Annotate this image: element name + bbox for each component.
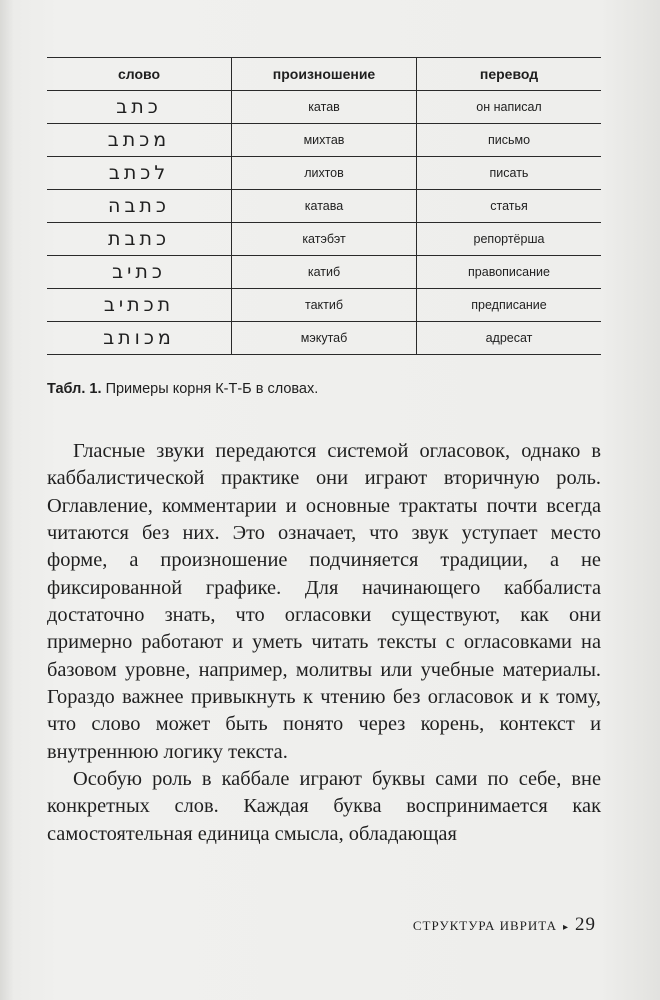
translation-cell: репортёрша bbox=[417, 223, 602, 256]
pronunciation-cell: катав bbox=[232, 91, 417, 124]
table-row bbox=[47, 289, 601, 322]
table-row bbox=[47, 256, 601, 289]
table-row bbox=[47, 322, 601, 355]
column-header-pronunciation: произношение bbox=[232, 58, 417, 91]
table-row bbox=[47, 223, 601, 256]
hebrew-word-cell: כתבה bbox=[47, 190, 232, 223]
paragraph-letters: Особую роль в каббале играют буквы сами по себе, вне конкретных слов. Каждая буква воспринимается как самостоятельная единица смысла, обладающая bbox=[47, 768, 601, 845]
column-header-translation: перевод bbox=[417, 58, 602, 91]
table-header-row bbox=[47, 58, 601, 91]
root-examples-table bbox=[47, 57, 601, 355]
hebrew-word-cell: מכותב bbox=[47, 322, 232, 355]
triangle-marker-icon: ▸ bbox=[562, 922, 569, 933]
translation-cell: писать bbox=[417, 157, 602, 190]
pronunciation-cell: катава bbox=[232, 190, 417, 223]
hebrew-word-cell: כתב bbox=[47, 91, 232, 124]
table-caption bbox=[47, 381, 607, 397]
column-header-word: слово bbox=[47, 58, 232, 91]
pronunciation-cell: катэбэт bbox=[232, 223, 417, 256]
translation-cell: письмо bbox=[417, 124, 602, 157]
table-caption-label: Табл. 1. bbox=[47, 381, 102, 397]
pronunciation-cell: катиб bbox=[232, 256, 417, 289]
translation-cell: он написал bbox=[417, 91, 602, 124]
translation-cell: статья bbox=[417, 190, 602, 223]
table-row bbox=[47, 157, 601, 190]
translation-cell: адресат bbox=[417, 322, 602, 355]
page-number: 29 bbox=[575, 914, 596, 935]
translation-cell: предписание bbox=[417, 289, 602, 322]
table-caption-text: Примеры корня К-Т-Б в словах. bbox=[105, 381, 319, 397]
running-head: СТРУКТУРА ИВРИТА bbox=[412, 918, 557, 933]
pronunciation-cell: михтав bbox=[232, 124, 417, 157]
hebrew-word-cell: כתיב bbox=[47, 256, 232, 289]
table-row bbox=[47, 190, 601, 223]
body-text bbox=[47, 438, 601, 848]
hebrew-word-cell: תכתיב bbox=[47, 289, 232, 322]
hebrew-word-cell: לכתב bbox=[47, 157, 232, 190]
pronunciation-cell: лихтов bbox=[232, 157, 417, 190]
pronunciation-cell: мэкутаб bbox=[232, 322, 417, 355]
hebrew-word-cell: מכתב bbox=[47, 124, 232, 157]
translation-cell: правописание bbox=[417, 256, 602, 289]
hebrew-word-cell: כתבת bbox=[47, 223, 232, 256]
page-footer bbox=[413, 914, 596, 936]
pronunciation-cell: тактиб bbox=[232, 289, 417, 322]
table-row bbox=[47, 124, 601, 157]
paragraph-vowels: Гласные звуки передаются системой огласовок, однако в каббалистической практике они играют вторичную роль. Оглавление, комментарии и основные трактаты почти всегда читаются без них. Это означает, что звук уступает место форме, а произношение подчиняется традиции, а не фиксированной графике. Для начинающего каббалиста достаточно знать, что огласовки существуют, как они примерно работают и уметь читать тексты с огласовками на базовом уровне, например, молитвы или учебные материалы. Гораздо важнее привыкнуть к чтению без огласовок и к тому, что слово может быть понято через корень, контекст и внутреннюю логику текста. bbox=[47, 440, 601, 763]
table-row bbox=[47, 91, 601, 124]
